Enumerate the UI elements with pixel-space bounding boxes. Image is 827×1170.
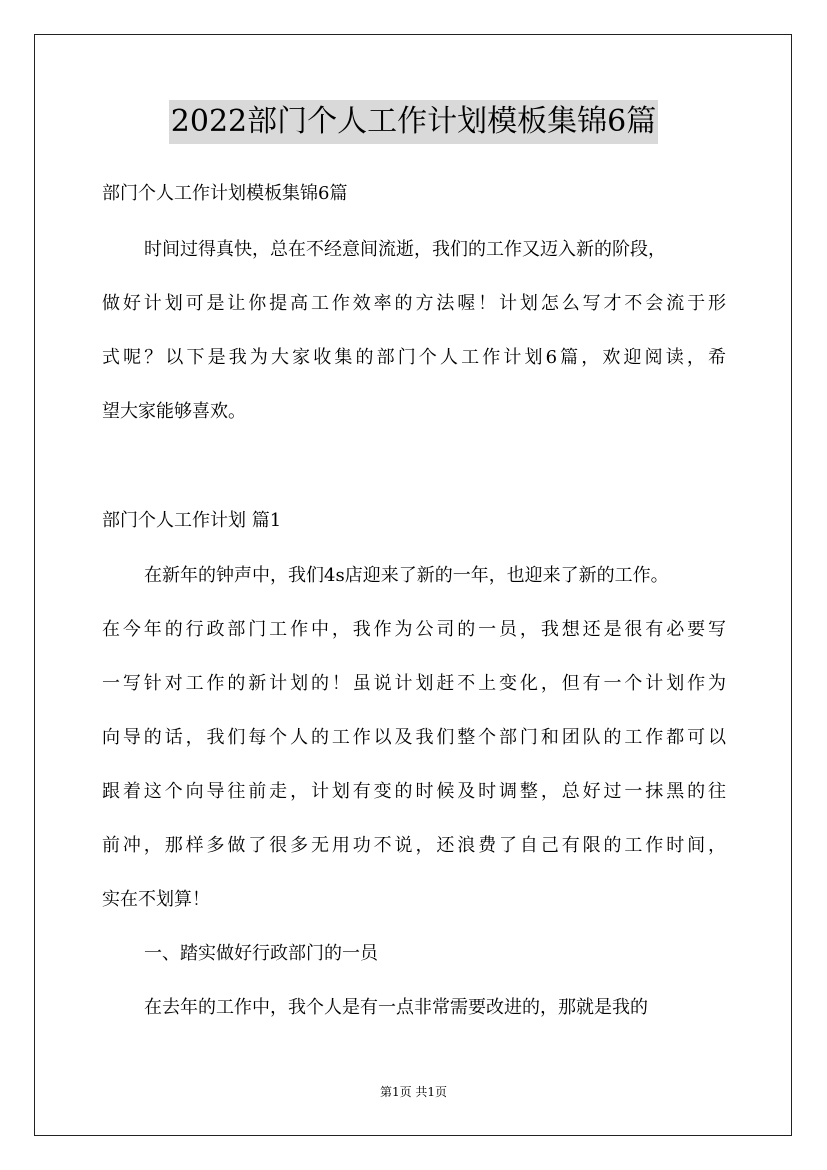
body-line-7: 实在不划算！: [102, 889, 210, 910]
body-line-1: 在新年的钟声中，我们4s店迎来了新的一年，也迎来了新的工作。: [144, 565, 669, 586]
intro-line-2: 做好计划可是让你提高工作效率的方法喔！计划怎么写才不会流于形: [102, 293, 726, 314]
body-line-6: 前冲，那样多做了很多无用功不说，还浪费了自己有限的工作时间，: [102, 835, 726, 856]
page-number: 第1页 共1页: [379, 1085, 448, 1099]
title-container: [0, 100, 827, 144]
section-heading: 部门个人工作计划 篇1: [102, 510, 282, 531]
body-line-4: 向导的话，我们每个人的工作以及我们整个部门和团队的工作都可以: [102, 727, 726, 748]
body-line-3: 一写针对工作的新计划的！虽说计划赶不上变化，但有一个计划作为: [102, 673, 726, 694]
body-line-5: 跟着这个向导往前走，计划有变的时候及时调整，总好过一抹黑的往: [102, 781, 726, 802]
document-title: 2022部门个人工作计划模板集锦6篇: [169, 100, 658, 144]
intro-line-3: 式呢？以下是我为大家收集的部门个人工作计划6篇，欢迎阅读，希: [102, 347, 726, 368]
point-heading: 一、踏实做好行政部门的一员: [144, 943, 378, 964]
document-subtitle: 部门个人工作计划模板集锦6篇: [102, 183, 348, 204]
last-line: 在去年的工作中，我个人是有一点非常需要改进的，那就是我的: [144, 997, 648, 1018]
intro-line-4: 望大家能够喜欢。: [102, 401, 246, 422]
body-line-2: 在今年的行政部门工作中，我作为公司的一员，我想还是很有必要写: [102, 619, 726, 640]
intro-line-1: 时间过得真快，总在不经意间流逝，我们的工作又迈入新的阶段，: [144, 239, 666, 260]
